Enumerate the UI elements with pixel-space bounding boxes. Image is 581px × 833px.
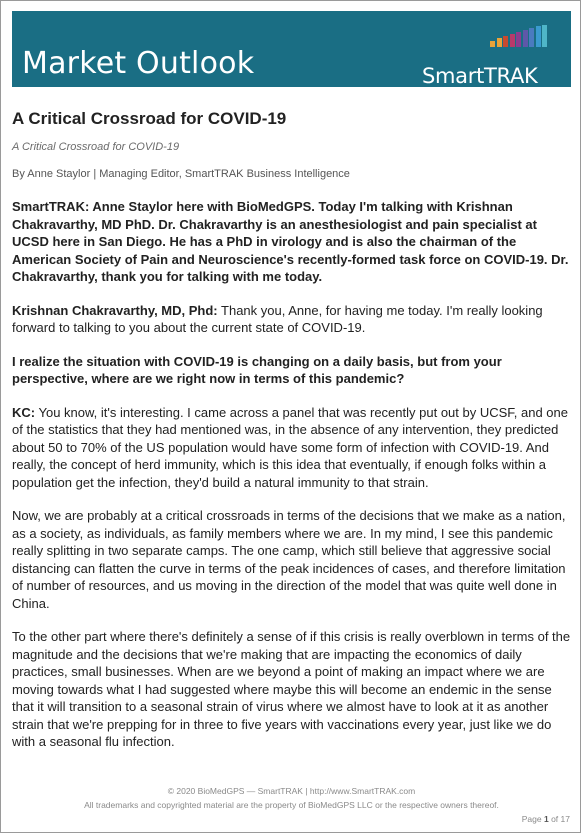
body-paragraph: To the other part where there's definitely a sense of if this crisis is really overblown in terms of the magnitude and the decisions that we're making that are impacting the economics of daily practices, small businesses. When are we beyond a point of making an impact where we are moving towards what I had suggested where maybe this will become an endemic in the sense that it will transition to a seasonal strain of virus where we almost have to look at it as another strain that we're prepping for in three to five years with vaccinations every year, just like we do with a seasonal flu infection. bbox=[12, 629, 571, 749]
article-body bbox=[12, 198, 572, 767]
logo-bar bbox=[490, 41, 495, 47]
speaker-label: KC: bbox=[12, 404, 36, 420]
article-subtitle: A Critical Crossroad for COVID-19 bbox=[12, 141, 180, 153]
logo-bar bbox=[510, 34, 515, 47]
footer-trademark: All trademarks and copyrighted material are the property of BioMedGPS LLC or the respective owners thereof. bbox=[84, 800, 499, 810]
logo-bars-icon bbox=[490, 25, 548, 47]
page-suffix: of 17 bbox=[548, 814, 570, 824]
footer-copyright: © 2020 BioMedGPS — SmartTRAK | http://www.SmartTRAK.com bbox=[167, 786, 416, 796]
logo-bar bbox=[497, 38, 502, 47]
logo-bar bbox=[542, 25, 547, 47]
page-footer bbox=[1, 784, 581, 812]
intro-paragraph: SmartTRAK: Anne Staylor here with BioMedGPS. Today I'm talking with Krishnan Chakravarthy, MD PhD. Dr. Chakravarthy is an anesthesiologist and pain specialist at UCSD here in San Diego. He has a PhD in virology and is also the chairman of the American Society of Pain and Neuroscience's recently-formed task force on COVID-19. Dr. Chakravarthy, thank you for talking with me today. bbox=[12, 199, 569, 284]
logo-bar bbox=[523, 30, 528, 47]
body-paragraph: Now, we are probably at a critical crossroads in terms of the decisions that we make as a nation, as a society, as individuals, as family members where we are. In my mind, I see this pandemic really splitting in two separate camps. The one camp, which still believe that aggressive social distancing can flatten the curve in terms of the peak incidences of cases, and therefore limitation of number of resources, and us moving in the direction of the model that was quite well done in China. bbox=[12, 508, 566, 611]
smarttrak-logo bbox=[412, 25, 562, 88]
logo-bar bbox=[516, 32, 521, 47]
logo-bar bbox=[529, 28, 534, 47]
answer-paragraph bbox=[12, 404, 572, 492]
reply-paragraph bbox=[12, 302, 572, 337]
question-paragraph: I realize the situation with COVID-19 is changing on a daily basis, but from your perspective, where are we right now in terms of this pandemic? bbox=[12, 353, 502, 386]
article-byline: By Anne Staylor | Managing Editor, SmartTRAK Business Intelligence bbox=[12, 168, 350, 180]
answer-text: You know, it's interesting. I came across a panel that was recently put out by UCSF, and one of the statistics that they had mentioned was, in the absence of any intervention, they predicted about 50 to 70% of the US population would have some form of infection with COVID-19. And really, the concept of herd immunity, which is this idea that eventually, if enough folks within a population get the infection, they'd build a natural immunity to that strain. bbox=[12, 404, 569, 490]
article-title: A Critical Crossroad for COVID-19 bbox=[12, 109, 287, 128]
speaker-label: Krishnan Chakravarthy, MD, Phd: bbox=[12, 302, 218, 318]
page-prefix: Page bbox=[521, 814, 544, 824]
page-number bbox=[522, 814, 570, 824]
reply-text: Thank you, Anne, for having me today. I'm really looking forward to talking to you about the current state of COVID-19. bbox=[12, 302, 543, 335]
logo-bar bbox=[536, 26, 541, 47]
logo-bar bbox=[503, 36, 508, 47]
page-current: 1 bbox=[543, 814, 549, 824]
market-outlook-banner bbox=[12, 11, 571, 87]
banner-title: Market Outlook bbox=[22, 46, 255, 81]
logo-wordmark: SmartTRAK bbox=[422, 64, 538, 88]
